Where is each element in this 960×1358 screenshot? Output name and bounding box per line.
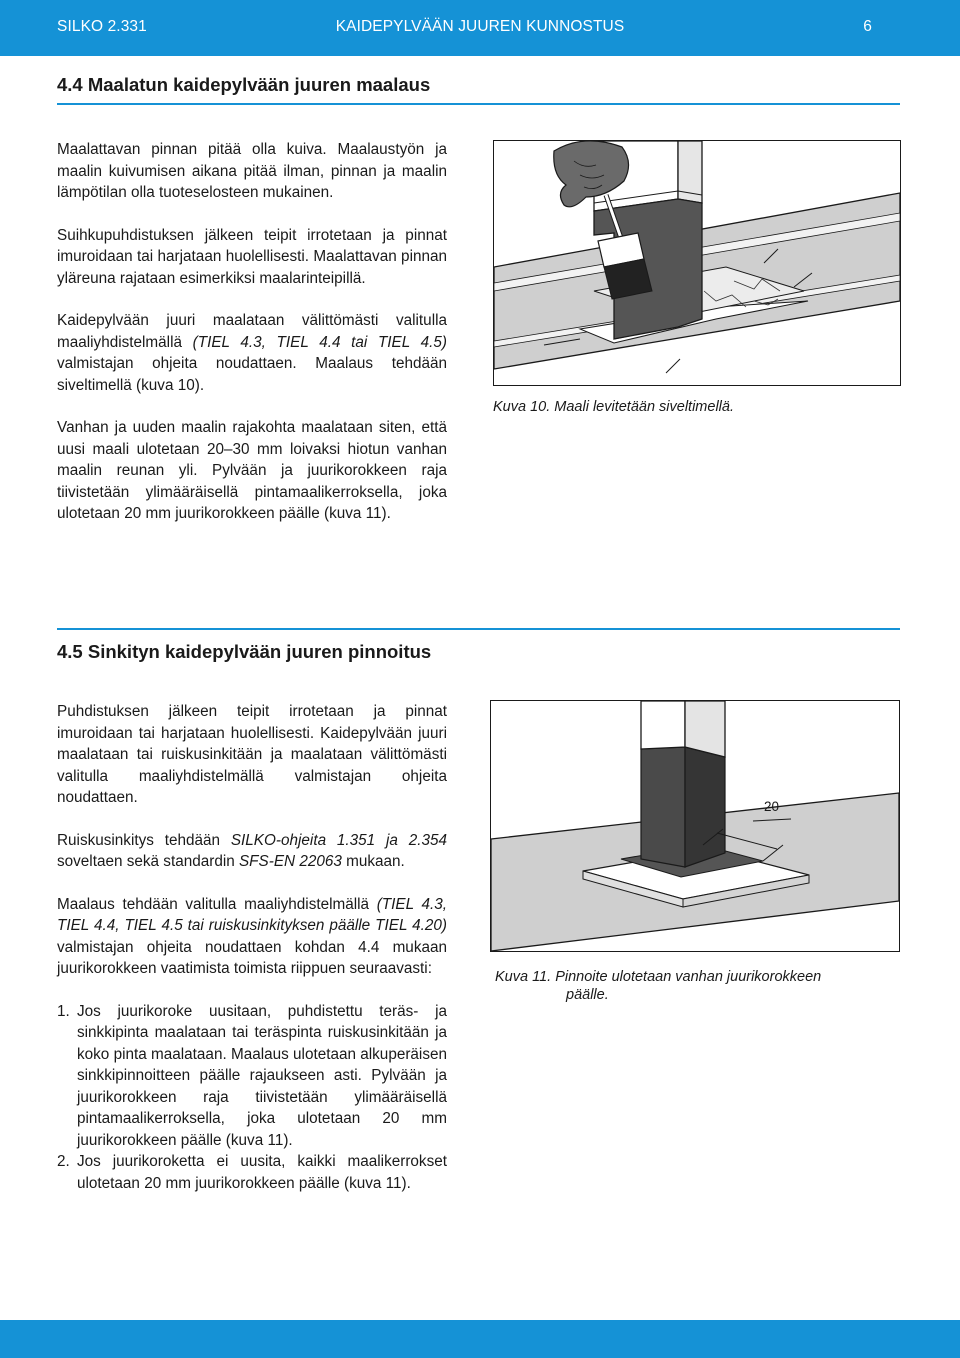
document-code: SILKO 2.331 <box>57 18 147 35</box>
paragraph: Kaidepylvään juuri maalataan välittömästi valitulla maaliyhdistelmällä (TIEL 4.3, TIEL 4.4 tai TIEL 4.5) valmistajan ohjeita noudattaen. Maalaus tehdään siveltimellä (kuva 10). <box>57 312 447 394</box>
paragraph: Maalaus tehdään valitulla maaliyhdistelmällä (TIEL 4.3, TIEL 4.4, TIEL 4.5 tai ruiskusinkityksen päälle TIEL 4.20) valmistajan ohjeita noudattaen kohdan 4.4 mukaan juurikorokkeen vaatimista toimista riippuen seuraavasti: <box>57 895 447 977</box>
section-4-5-text <box>57 701 447 1194</box>
list-item: 1. Jos juurikoroke uusitaan, puhdistettu teräs- ja sinkkipinta maalataan tai teräspinta ruiskusinkitään ja koko pinta maalataan. Maalaus ulotetaan alkuperäisen sinkkipinnoitteen päälle rajaukseen asti. Pylvään ja juurikorokkeen raja tiivistetään ylimääräisellä pintamaalikerroksella, joka ulotetaan 20 mm juurikorokkeen päälle (kuva 11). <box>57 1002 447 1149</box>
footer-bar <box>0 1320 960 1358</box>
illustration <box>491 701 899 951</box>
figure-10-painting-with-brush <box>493 140 901 386</box>
section-divider <box>57 628 900 630</box>
page-number: 6 <box>863 18 872 35</box>
list-item: 2. Jos juurikoroketta ei uusita, kaikki maalikerrokset ulotetaan 20 mm juurikorokkeen päälle (kuva 11). <box>57 1153 447 1192</box>
paragraph: Maalattavan pinnan pitää olla kuiva. Maalaustyön ja maalin kuivumisen aikana pitää ilman, pinnan ja maalin lämpötilan olla tuoteselosteen mukainen. <box>57 141 447 201</box>
section-4-4-rule <box>57 103 900 105</box>
paragraph: Puhdistuksen jälkeen teipit irrotetaan ja pinnat imuroidaan tai harjataan huolellisesti. Kaidepylvään juuri maalataan tai ruiskusinkitään ja maalataan välittömästi valitulla maaliyhdistelmällä valmistajan ohjeita noudattaen. <box>57 703 447 806</box>
reference: SILKO-ohjeita 1.351 ja 2.354 <box>230 831 447 849</box>
paragraph: Vanhan ja uuden maalin rajakohta maalataan siten, että uusi maali ulotetaan 20–30 mm loivaksi hiotun vanhan maalin reunan yli. Pylvään ja juurikorokkeen raja tiivistetään ylimääräisellä pintamaalikerroksella, joka ulotetaan 20 mm juurikorokkeen päälle (kuva 11). <box>57 419 447 522</box>
illustration <box>494 141 900 385</box>
numbered-list <box>57 1001 447 1195</box>
section-4-4-text <box>57 139 447 525</box>
dimension-label: 20 <box>764 799 780 814</box>
reference: (TIEL 4.3, TIEL 4.4, TIEL 4.5 tai ruiskusinkityksen päälle TIEL 4.20) <box>57 895 447 934</box>
paragraph: Suihkupuhdistuksen jälkeen teipit irrotetaan ja pinnat imuroidaan tai harjataan huolellisesti. Maalattavan pinnan yläreuna rajataan esimerkiksi maalarinteipillä. <box>57 226 447 287</box>
document-title: KAIDEPYLVÄÄN JUUREN KUNNOSTUS <box>335 18 625 35</box>
figure-10-caption: Kuva 10. Maali levitetään siveltimellä. <box>493 399 734 415</box>
reference: (TIEL 4.3, TIEL 4.4 tai TIEL 4.5) <box>192 333 447 351</box>
section-4-4-heading: 4.4 Maalatun kaidepylvään juuren maalaus <box>57 74 431 95</box>
section-4-5-heading: 4.5 Sinkityn kaidepylvään juuren pinnoitus <box>57 641 432 662</box>
figure-11-caption: Kuva 11. Pinnoite ulotetaan vanhan juurikorokkeen päälle. <box>495 969 822 1003</box>
reference: SFS-EN 22063 <box>238 853 342 870</box>
figure-11-coating-extent <box>490 700 900 952</box>
paragraph: Ruiskusinkitys tehdään SILKO-ohjeita 1.351 ja 2.354 soveltaen sekä standardin SFS-EN 22063 mukaan. <box>57 831 447 870</box>
header-bar <box>0 0 960 56</box>
